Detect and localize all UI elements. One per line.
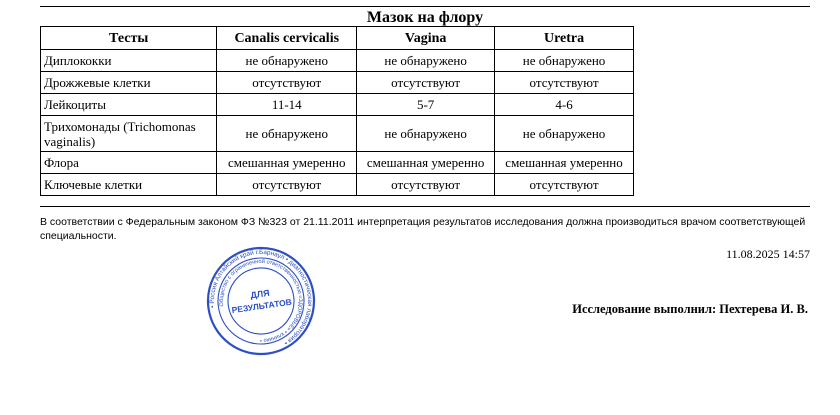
column-header-uretra: Uretra [495, 27, 634, 50]
test-name: Ключевые клетки [41, 174, 217, 196]
results-stamp [205, 245, 317, 357]
cell-vagina: смешанная умеренно [357, 152, 495, 174]
stamp-ring-text-inner: Общество с ограниченной ответственностью «ЗДОРОВЬЕ» • клинико • [218, 258, 304, 344]
cell-uretra: смешанная умеренно [495, 152, 634, 174]
stamp-ring-text-outer: • Россия Алтайский край г.Барнаул • диагностическая лаборатория • [208, 248, 314, 347]
cell-cervicalis: не обнаружено [217, 116, 357, 152]
cell-uretra: не обнаружено [495, 116, 634, 152]
legal-note: В соответствии с Федеральным законом ФЗ №323 от 21.11.2011 интерпретация результатов исследования должна производиться врачом соответствующей специальности. [40, 206, 810, 243]
table-row [41, 152, 634, 174]
results-table [40, 26, 634, 196]
cell-cervicalis: 11-14 [217, 94, 357, 116]
document-title: Мазок на флору [366, 9, 484, 26]
test-name: Диплококки [41, 50, 217, 72]
cell-vagina: отсутствуют [357, 174, 495, 196]
table-header-row [41, 27, 634, 50]
stamp-center-line2: РЕЗУЛЬТАТОВ [230, 296, 293, 316]
test-name: Дрожжевые клетки [41, 72, 217, 94]
cell-vagina: не обнаружено [357, 50, 495, 72]
column-header-tests: Тесты [41, 27, 217, 50]
cell-uretra: отсутствуют [495, 174, 634, 196]
test-name: Трихомонады (Trichomonas vaginalis) [41, 116, 217, 152]
cell-cervicalis: отсутствуют [217, 72, 357, 94]
table-row [41, 94, 634, 116]
table-row [41, 174, 634, 196]
column-header-vagina: Vagina [357, 27, 495, 50]
table-row [41, 116, 634, 152]
test-name: Флора [41, 152, 217, 174]
title-bar [40, 6, 810, 27]
cell-vagina: 5-7 [357, 94, 495, 116]
cell-vagina: не обнаружено [357, 116, 495, 152]
cell-uretra: 4-6 [495, 94, 634, 116]
cell-cervicalis: смешанная умеренно [217, 152, 357, 174]
cell-vagina: отсутствуют [357, 72, 495, 94]
cell-cervicalis: не обнаружено [217, 50, 357, 72]
performer-signature: Исследование выполнил: Пехтерева И. В. [572, 302, 808, 316]
stamp-center-line1: ДЛЯ [249, 287, 271, 301]
report-datetime: 11.08.2025 14:57 [726, 247, 810, 261]
table-row [41, 72, 634, 94]
cell-uretra: не обнаружено [495, 50, 634, 72]
cell-uretra: отсутствуют [495, 72, 634, 94]
column-header-cervicalis: Canalis cervicalis [217, 27, 357, 50]
test-name: Лейкоциты [41, 94, 217, 116]
cell-cervicalis: отсутствуют [217, 174, 357, 196]
table-row [41, 50, 634, 72]
